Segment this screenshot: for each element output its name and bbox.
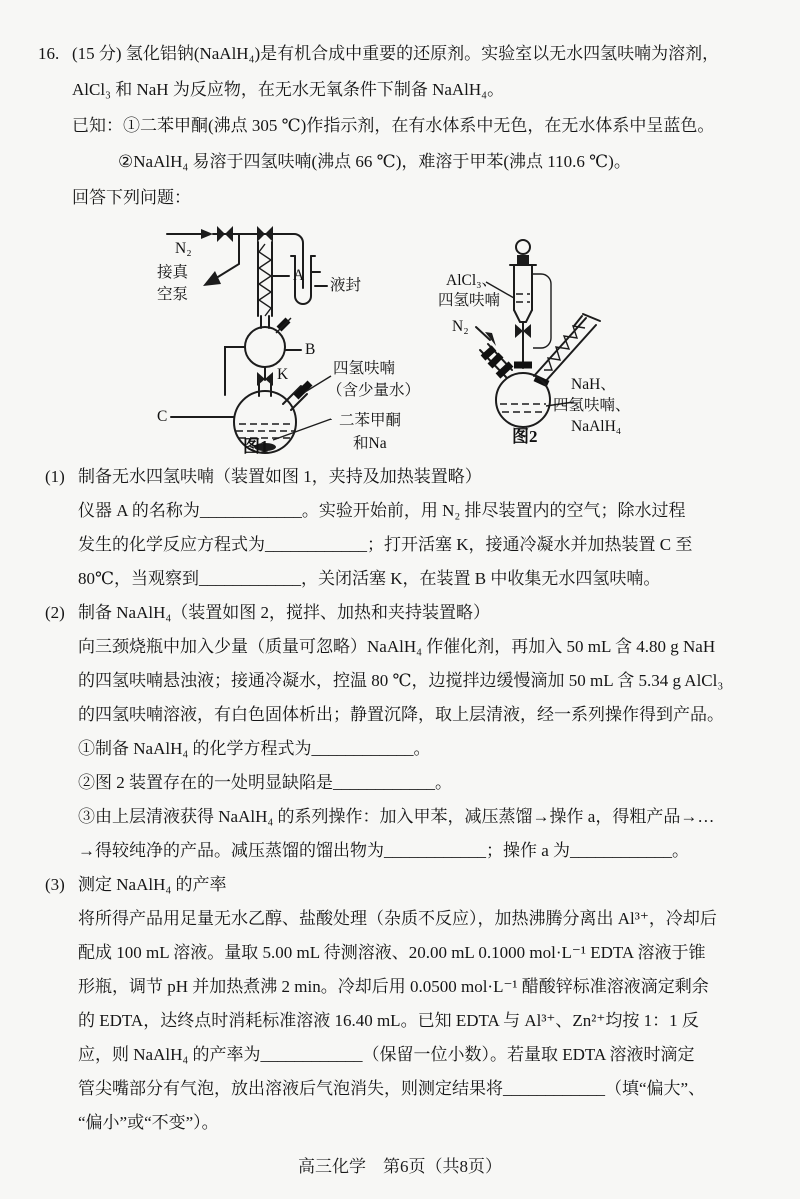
fig1-ketone-label-1: 二苯甲酮 xyxy=(339,412,402,429)
part1-line-1: 仪器 A 的名称为____________。实验开始前，用 N₂ 排尽装置内的空气；除水过程 xyxy=(78,501,686,520)
fig1-b-label: B xyxy=(305,341,316,358)
fig2-contents-label-1: NaH、 xyxy=(571,376,616,393)
part3-line-7: “偏小”或“不变”）。 xyxy=(78,1113,219,1132)
figure-1-drawing xyxy=(155,216,447,460)
fig2-contents-label-3: NaAlH₄ xyxy=(571,418,622,435)
part1-heading xyxy=(0,460,800,494)
figure-2 xyxy=(428,234,728,460)
part2-line-3: 的四氢呋喃溶液，有白色固体析出；静置沉降，取上层清液，经一系列操作得到产品。 xyxy=(78,705,724,724)
fig1-c-label: C xyxy=(157,408,168,425)
fig1-vacuum-label-2: 空泵 xyxy=(157,286,189,303)
part3-line-6: 管尖嘴部分有气泡，放出溶液后气泡消失，则测定结果将____________（填“偏大”、 xyxy=(78,1079,706,1098)
part3-heading xyxy=(0,868,800,902)
question-16-intro xyxy=(0,36,800,216)
answer-prompt: 回答下列问题： xyxy=(72,188,191,207)
fig2-n2-label: N₂ xyxy=(452,318,469,335)
known-line-1: 已知：①二苯甲酮(沸点 305 ℃)作指示剂，在有水体系中无色，在无水体系中呈蓝色。 xyxy=(72,116,715,135)
part-1 xyxy=(0,460,800,596)
part1-number: (1) xyxy=(45,467,65,486)
part3-line-1: 将所得产品用足量无水乙醇、盐酸处理（杂质不反应），加热沸腾分离出 Al³⁺，冷却后 xyxy=(78,909,717,928)
part3-line-5: 应，则 NaAlH₄ 的产率为____________（保留一位小数）。若量取 EDTA 溶液时滴定 xyxy=(78,1045,695,1064)
intro-line-2: AlCl₃ 和 NaH 为反应物，在无水无氧条件下制备 NaAlH₄。 xyxy=(72,80,505,99)
fig2-funnel-label-2: 四氢呋喃 xyxy=(438,292,501,309)
part2-sub-3b: →得较纯净的产品。减压蒸馏的馏出物为____________；操作 a 为____________。 xyxy=(78,841,690,860)
part1-line-3: 80℃，当观察到____________，关闭活塞 K，在装置 B 中收集无水四氢呋喃。 xyxy=(78,569,661,588)
fig1-k-label: K xyxy=(277,366,289,383)
part3-line-3: 形瓶，调节 pH 并加热煮沸 2 min。冷却后用 0.0500 mol·L⁻¹ 醋酸锌标准溶液滴定剩余 xyxy=(78,977,709,996)
question-number: 16. xyxy=(38,44,60,63)
intro-text-1: (15 分) 氢化铝钠(NaAlH₄)是有机合成中重要的还原剂。实验室以无水四氢呋喃为溶剂， xyxy=(72,44,720,63)
fig2-contents-label-2: 四氢呋喃、 xyxy=(553,397,631,414)
part-2 xyxy=(0,596,800,868)
part3-number: (3) xyxy=(45,875,65,894)
intro-line-1 xyxy=(0,36,800,72)
fig1-ketone-label-2: 和Na xyxy=(353,435,387,452)
part2-sub-2: ②图 2 装置存在的一处明显缺陷是____________。 xyxy=(78,773,452,792)
part3-line-4: 的 EDTA，达终点时消耗标准溶液 16.40 mL。已知 EDTA 与 Al³⁺、Zn²⁺均按 1：1 反 xyxy=(78,1011,699,1030)
part2-line-1: 向三颈烧瓶中加入少量（质量可忽略）NaAlH₄ 作催化剂，再加入 50 mL 含 4.80 g NaH xyxy=(78,637,716,656)
fig2-caption: 图2 xyxy=(512,427,538,446)
fig1-vacuum-label-1: 接真 xyxy=(157,264,189,281)
part2-heading xyxy=(0,596,800,630)
fig2-funnel-label-1: AlCl₃、 xyxy=(446,272,498,289)
page-footer: 高三化学 第6页（共8页） xyxy=(298,1157,502,1176)
part2-sub-3a: ③由上层清液获得 NaAlH₄ 的系列操作：加入甲苯，减压蒸馏→操作 a，得粗产品→… xyxy=(78,807,715,826)
fig1-n2-label: N₂ xyxy=(175,240,192,257)
part1-title: 制备无水四氢呋喃（装置如图 1，夹持及加热装置略） xyxy=(78,467,482,486)
part3-title: 测定 NaAlH₄ 的产率 xyxy=(78,875,227,894)
figure-1 xyxy=(155,216,447,460)
part1-line-2: 发生的化学反应方程式为____________；打开活塞 K，接通冷凝水并加热装置 C 至 xyxy=(78,535,693,554)
part2-sub-1: ①制备 NaAlH₄ 的化学方程式为____________。 xyxy=(78,739,431,758)
fig1-thf-label-1: 四氢呋喃 xyxy=(333,360,396,377)
known-line-2: ②NaAlH₄ 易溶于四氢呋喃(沸点 66 ℃)，难溶于甲苯(沸点 110.6 ℃)。 xyxy=(118,152,631,171)
part3-line-2: 配成 100 mL 溶液。量取 5.00 mL 待测溶液、20.00 mL 0.1000 mol·L⁻¹ EDTA 溶液于锥 xyxy=(78,943,706,962)
part2-number: (2) xyxy=(45,603,65,622)
fig1-thf-label-2: （含少量水） xyxy=(327,382,421,399)
part2-line-2: 的四氢呋喃悬浊液；接通冷凝水，控温 80 ℃，边搅拌边缓慢滴加 50 mL 含 5.34 g AlCl₃ xyxy=(78,671,724,690)
part2-title: 制备 NaAlH₄（装置如图 2，搅拌、加热和夹持装置略） xyxy=(78,603,491,622)
fig1-a-label: A xyxy=(293,267,305,284)
part-3 xyxy=(0,868,800,1140)
fig1-caption: 图1 xyxy=(243,437,269,456)
fig1-seal-label: 液封 xyxy=(330,277,362,294)
apparatus-figures xyxy=(0,216,800,460)
